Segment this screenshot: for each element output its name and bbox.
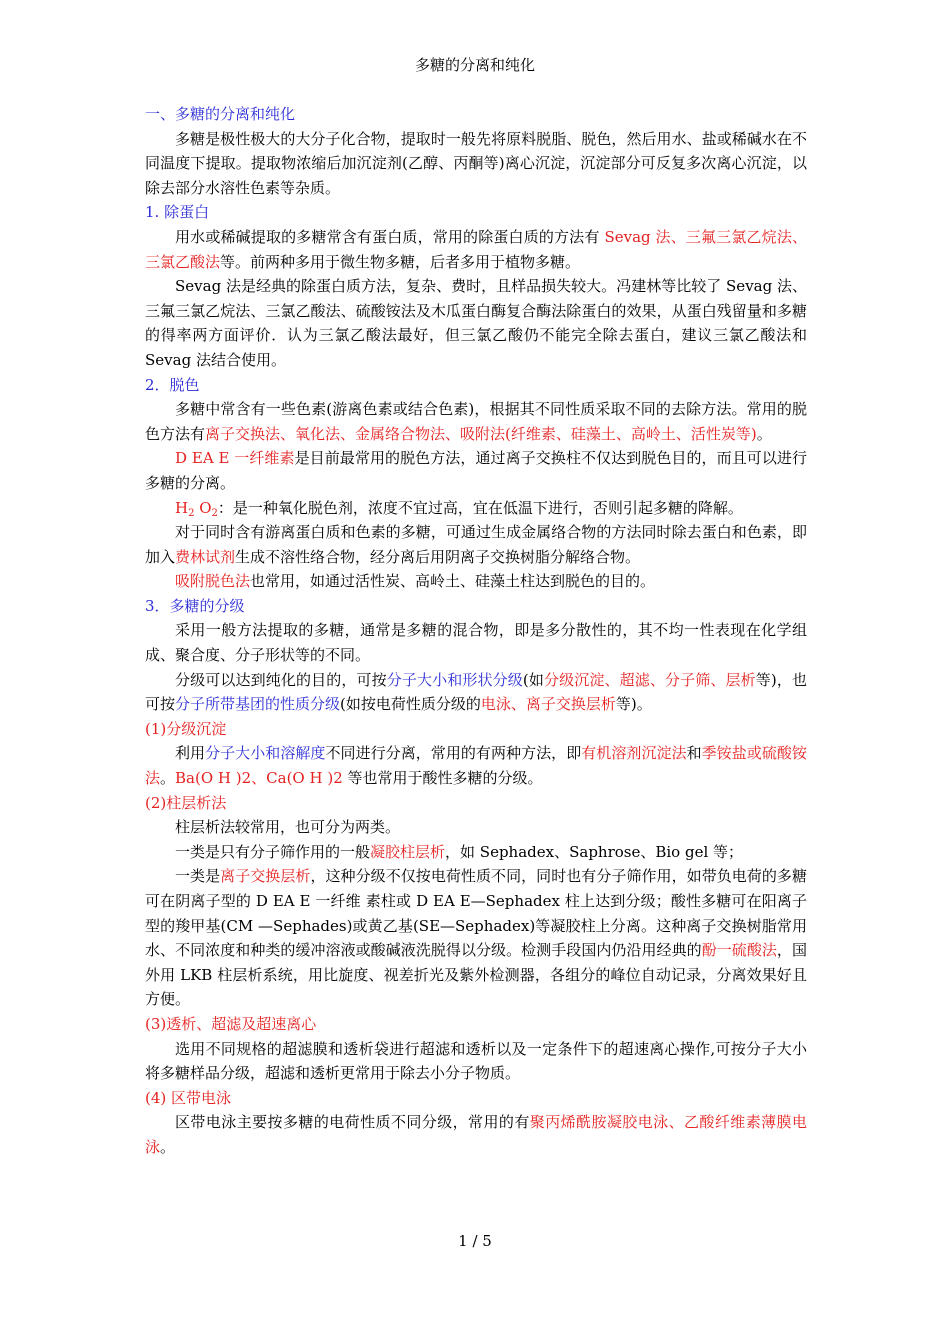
subsection-title-grading: 3．多糖的分级 [145, 596, 245, 615]
document-body [145, 102, 807, 1160]
paragraph [145, 741, 807, 790]
highlight-text: 分级沉淀、超滤、分子筛、层析 [543, 670, 756, 689]
text: 一类是只有分子筛作用的一般 [175, 842, 371, 861]
text: (如按电荷性质分级的 [340, 695, 481, 714]
subsection-title-decolor: 2．脱色 [145, 375, 200, 394]
blue-text: 分子大小和溶解度 [205, 744, 326, 763]
paragraph: 采用一般方法提取的多糖，通常是多糖的混合物，即是多分散性的，其不均一性表现在化学组成、聚合度、分子形状等的不同。 [145, 621, 807, 665]
blue-text: 分子所带基团的性质分级 [175, 695, 341, 714]
text: 也常用，如通过活性炭、高岭土、硅藻土柱达到脱色的目的。 [250, 572, 656, 591]
paragraph: Sevag 法是经典的除蛋白质方法，复杂、费时，且样品损失较大。冯建林等比较了 Sevag 法、三氟三氯乙烷法、三氯乙酸法、硫酸铵法及木瓜蛋白酶复合酶法除蛋白的效果，从蛋白残留量和多糖的得率两方面评价．认为三氯乙酸法最好，但三氯乙酸仍不能完全除去蛋白，建议三氯乙酸法和 Sevag 法结合使用。 [145, 277, 807, 369]
text: 和 [686, 744, 702, 763]
paragraph: 多糖是极性极大的大分子化合物，提取时一般先将原料脱脂、脱色，然后用水、盐或稀碱水在不同温度下提取。提取物浓缩后加沉淀剂(乙醇、丙酮等)离心沉淀，沉淀部分可反复多次离心沉淀，以除去部分水溶性色素等杂质。 [145, 129, 807, 197]
highlight-text: Ba(O H )2、Ca(O H )2 [175, 769, 343, 788]
section-title-1: 一、多糖的分离和纯化 [145, 105, 296, 123]
formula-sub: 2 [188, 507, 195, 519]
text: 等)，也可按 [145, 670, 807, 714]
formula-o: O [194, 498, 212, 517]
subsection-title-deprotein: 1. 除蛋白 [145, 203, 210, 222]
highlight-text: 离子交换法、氧化法、金属络合物法、吸附法(纤维素、硅藻土、高岭土、活性炭等) [205, 424, 757, 443]
text: 生成不溶性络合物，经分离后用阴离子交换树脂分解络合物。 [235, 547, 641, 566]
subsection-title-column: (2)柱层析法 [145, 793, 227, 812]
text: 等。前两种多用于微生物多糖，后者多用于植物多糖。 [220, 252, 581, 271]
text: 对于同时含有游离蛋白质和色素的多糖，可通过生成金属络合物的方法同时除去蛋白和色素，即加入 [145, 523, 807, 566]
paragraph [145, 668, 807, 717]
text: 区带电泳主要按多糖的电荷性质不同分级，常用的有 [175, 1113, 530, 1132]
text: ，国外用 LKB 柱层析系统，用比旋度、视差折光及紫外检测器，各组分的峰位自动记录，分离效果好且方便。 [145, 941, 807, 1009]
page-header: 多糖的分离和纯化 [414, 56, 535, 74]
paragraph [145, 446, 807, 495]
paragraph [145, 864, 807, 1012]
paragraph [145, 520, 807, 569]
text: ，如 Sephadex、Saphrose、Bio gel 等； [445, 842, 744, 861]
highlight-text: 离子交换层析 [220, 867, 311, 886]
highlight-text: 聚丙烯酰胺凝胶电泳、乙酸纤维素薄膜电泳 [145, 1113, 807, 1156]
paragraph [145, 840, 807, 865]
text: 多糖中常含有一些色素(游离色素或结合色素)，根据其不同性质采取不同的去除方法。常用的脱色方法有 [145, 400, 807, 443]
blue-text: 分子大小和形状分级 [386, 670, 523, 689]
page-number: 1 / 5 [458, 1232, 492, 1250]
text: 。 [160, 769, 176, 788]
formula-sub: 2 [211, 507, 218, 519]
paragraph [145, 225, 807, 274]
highlight-text: Sevag 法、三氟三氯乙烷法、三氯乙酸法 [145, 227, 807, 271]
highlight-text: 费林试剂 [175, 547, 236, 566]
highlight-text: 有机溶剂沉淀法 [581, 744, 687, 763]
text: 等)。 [615, 695, 652, 714]
text: ，这种分级不仅按电荷性质不同，同时也有分子筛作用，如带负电荷的多糖可在阴离子型的 D EA E 一纤维 素柱或 D EA E—Sephadex 柱上达到分级；酸性多糖可在阳离子型的羧甲基(CM —Sephades)或黄乙基(SE—Sephadex)等凝胶柱上分离。这种离子交换树脂常用水、不同浓度和种类的缓冲溶液或酸碱液洗脱得以分级。检测手段国内仍沿用经典的 [145, 867, 807, 960]
highlight-text: 酚一硫酸法 [701, 941, 777, 960]
text: 利用 [175, 744, 206, 763]
highlight-text: D EA E 一纤维素 [175, 449, 295, 468]
text: 不同进行分离，常用的有两种方法，即 [325, 744, 582, 763]
highlight-text: 季铵盐或硫酸铵法 [145, 744, 807, 788]
text: 一类是 [175, 867, 221, 886]
paragraph [145, 496, 807, 521]
highlight-text: 凝胶柱层析 [370, 842, 446, 861]
subsection-title-precipitation: (1)分级沉淀 [145, 719, 227, 738]
subsection-title-dialysis: (3)透析、超滤及超速离心 [145, 1014, 317, 1033]
highlight-text: 吸附脱色法 [175, 572, 251, 591]
text: 。 [756, 424, 772, 443]
text: 用水或稀碱提取的多糖常含有蛋白质，常用的除蛋白质的方法有 [175, 227, 605, 246]
paragraph: 柱层析法较常用，也可分为两类。 [175, 818, 401, 837]
text: 是目前最常用的脱色方法，通过离子交换柱不仅达到脱色目的，而且可以进行多糖的分离。 [145, 449, 807, 492]
paragraph [145, 569, 807, 594]
text: 分级可以达到纯化的目的，可按 [175, 670, 387, 689]
formula-h: H [175, 498, 189, 517]
highlight-text: 电泳、离子交换层析 [480, 695, 616, 714]
text: 。 [160, 1137, 176, 1156]
paragraph [145, 397, 807, 446]
text: (如 [522, 670, 544, 689]
paragraph: 选用不同规格的超滤膜和透析袋进行超滤和透析以及一定条件下的超速离心操作,可按分子大小将多糖样品分级，超滤和透析更常用于除去小分子物质。 [145, 1039, 807, 1083]
subsection-title-electrophoresis: (4) 区带电泳 [145, 1088, 232, 1107]
text: 等也常用于酸性多糖的分级。 [342, 769, 543, 788]
paragraph [145, 1110, 807, 1159]
text: ：是一种氧化脱色剂，浓度不宜过高，宜在低温下进行，否则引起多糖的降解。 [217, 498, 743, 517]
